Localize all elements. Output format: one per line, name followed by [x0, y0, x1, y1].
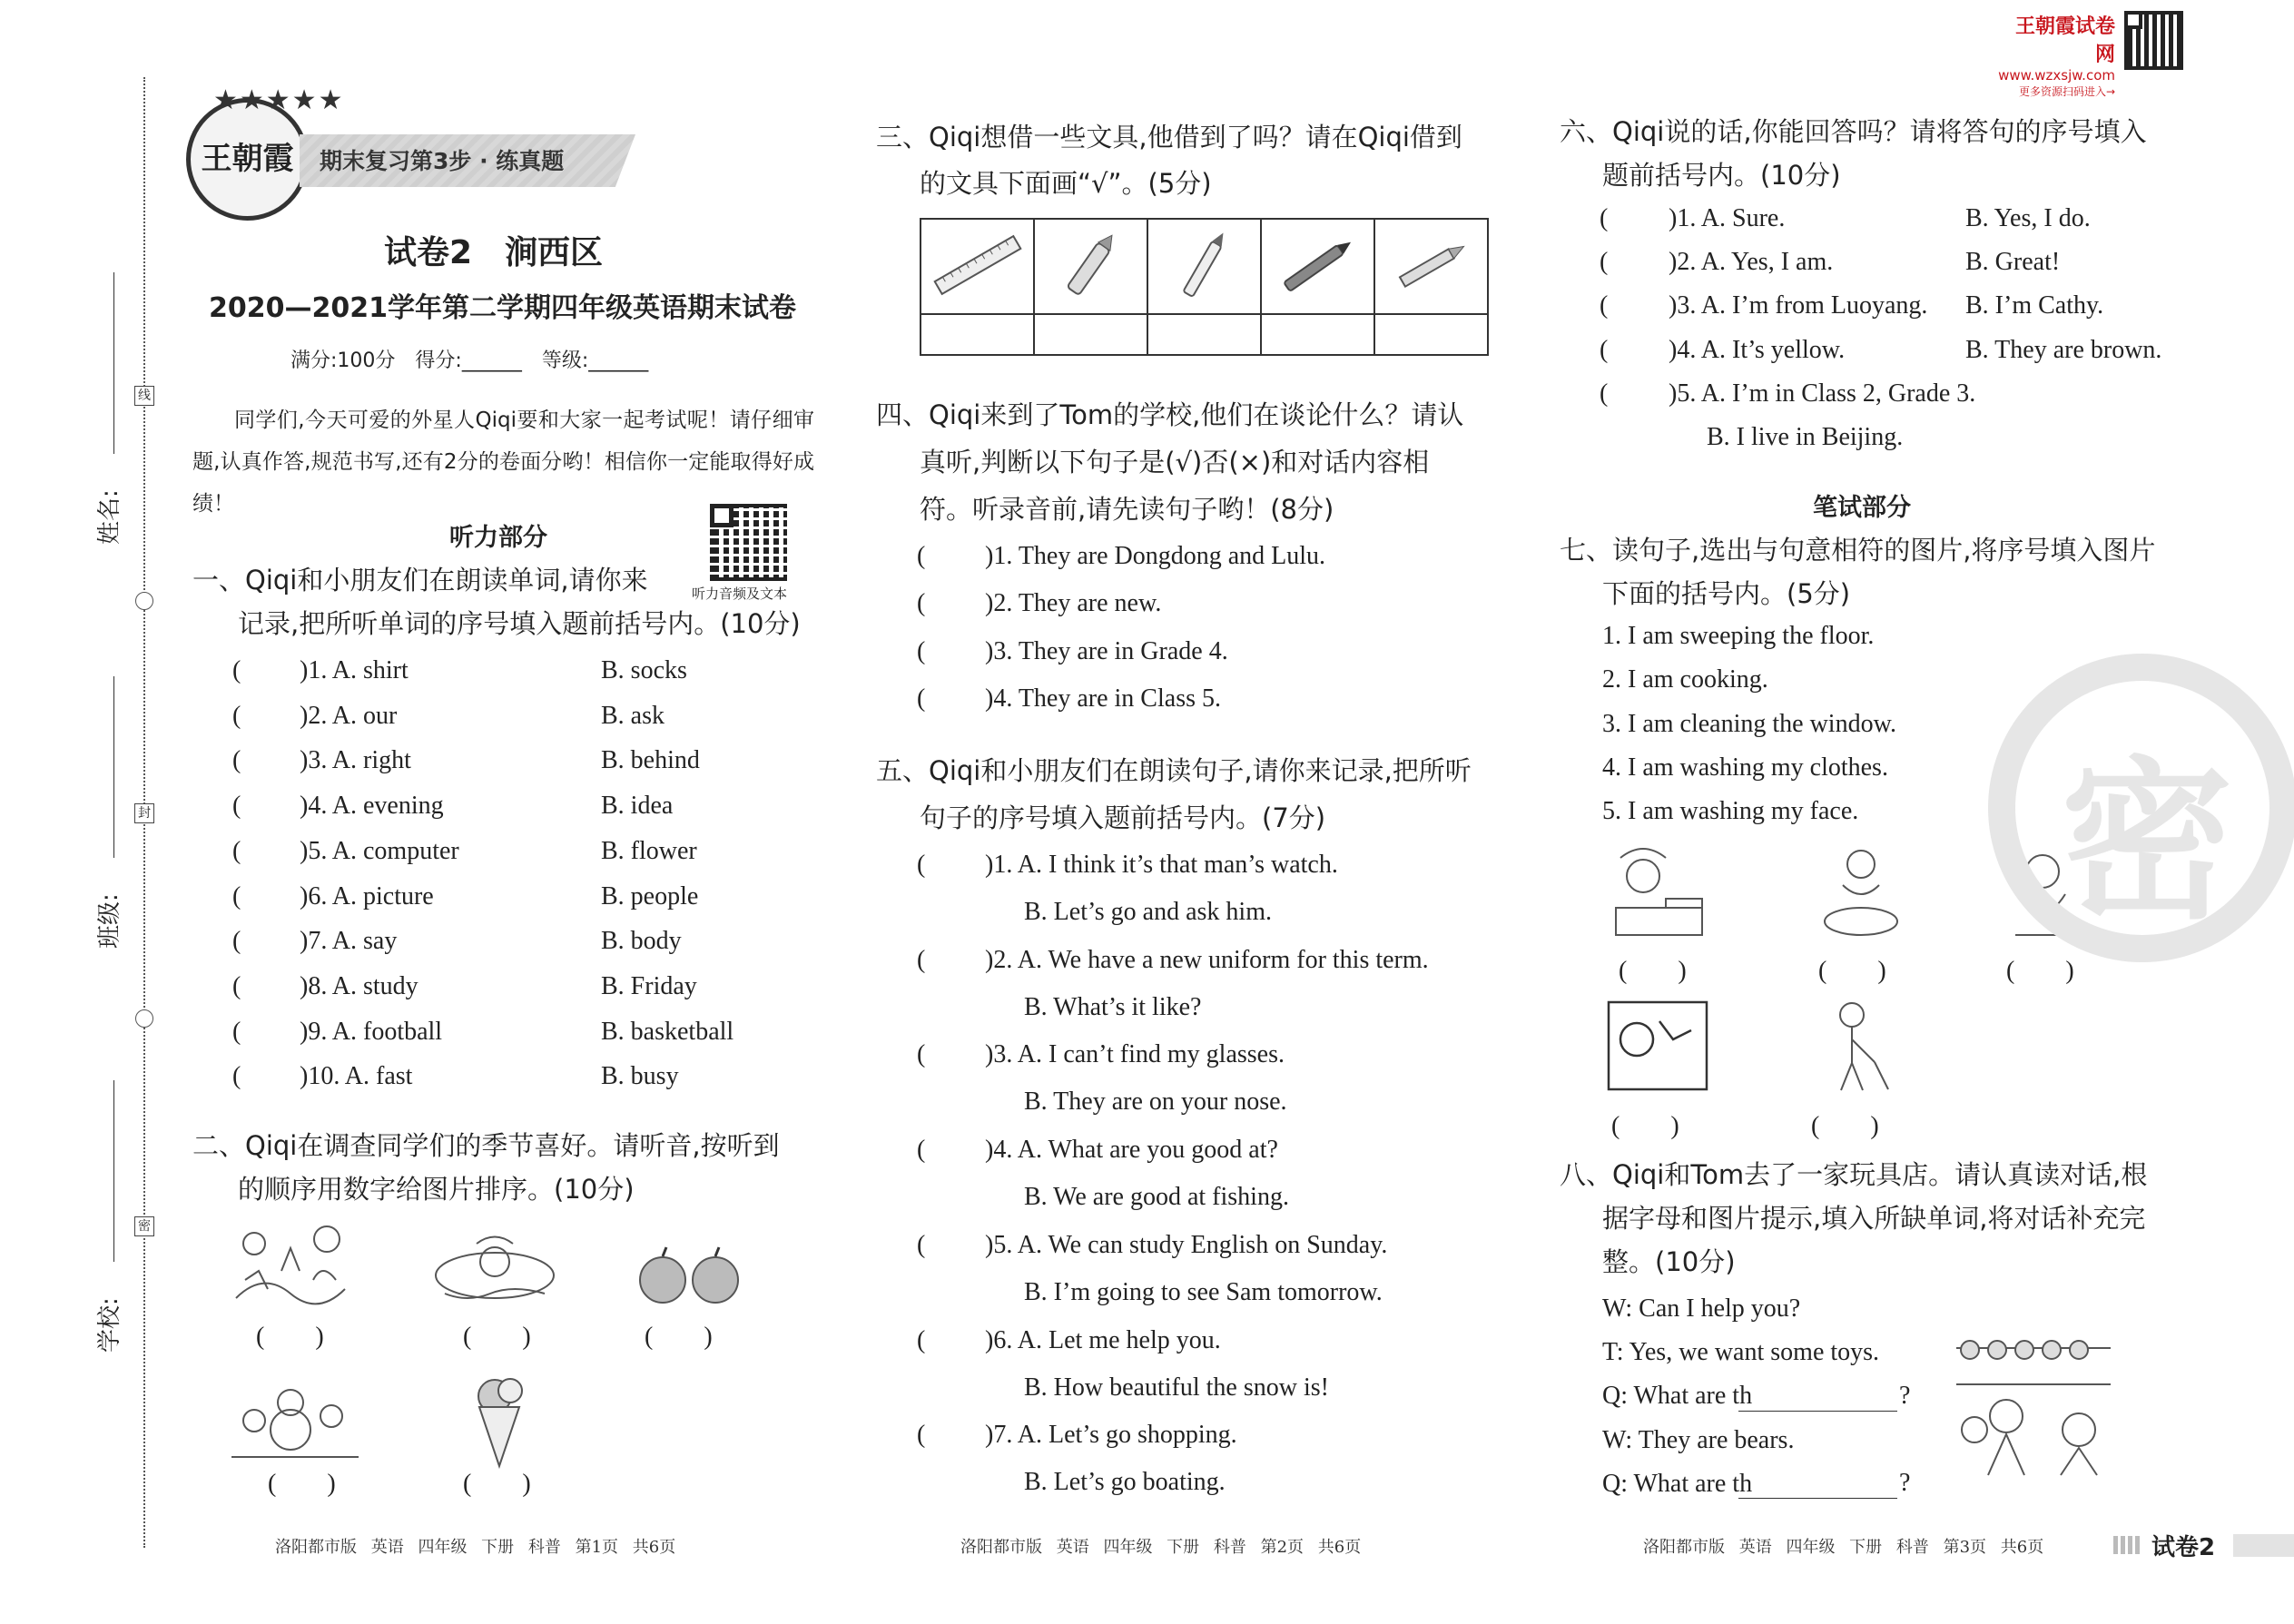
q4-answer-paren[interactable]: (	[917, 636, 926, 665]
q6-option-b: B. They are brown.	[1965, 335, 2162, 364]
q1-answer-paren[interactable]: (	[232, 701, 241, 730]
sweeping-picture	[1820, 999, 1897, 1098]
page-tag-dots	[2113, 1536, 2141, 1554]
school-line	[113, 1080, 114, 1262]
footer-page-2: 洛阳都市版 英语 四年级 下册 科普 第2页 共6页	[960, 1538, 1362, 1557]
brand-tip: 更多资源扫码进入→	[2018, 85, 2115, 98]
autumn-fruit-picture	[635, 1244, 744, 1307]
score-line: 满分:100分 得分:______ 等级:______	[290, 349, 649, 372]
q1-answer-paren[interactable]: (	[232, 1017, 241, 1046]
brand-logo-badge	[186, 84, 345, 221]
q1-option-a: )8. A. study	[300, 971, 418, 1000]
intro-text: 同学们,今天可爱的外星人Qiqi要和大家一起考试呢！请仔细审题,认真作答,规范书写,还有2分的卷面分哟！相信你一定能取得好成绩！	[192, 408, 814, 516]
q3-title: 三、Qiqi想借一些文具,他借到了吗？请在Qiqi借到	[876, 122, 1462, 153]
ballpen-picture	[1273, 229, 1364, 301]
q1-option-a: )7. A. say	[300, 927, 398, 956]
q4-title-2: 真听,判断以下句子是(√)否(×)和对话内容相	[920, 447, 1430, 477]
q4-statement: )4. They are in Class 5.	[985, 684, 1221, 713]
q7-sentence: 5. I am washing my face.	[1602, 797, 1859, 826]
q1-option-b: B. basketball	[601, 1017, 734, 1046]
q1-option-a: )1. A. shirt	[300, 656, 409, 684]
q4-answer-paren[interactable]: (	[917, 542, 926, 570]
winter-picture	[227, 1371, 363, 1462]
q5-title-2: 句子的序号填入题前括号内。(7分)	[920, 802, 1326, 833]
marker-cell	[1034, 219, 1147, 314]
q2-title: 二、Qiqi在调查同学们的季节喜好。请听音,按听到	[192, 1130, 780, 1161]
q5-title: 五、Qiqi和小朋友们在朗读句子,请你来记录,把所听	[876, 755, 1472, 786]
logo-text: 王朝霞	[201, 141, 294, 177]
paper-subtitle: 2020—2021学年第二学期四年级英语期末试卷	[209, 292, 796, 324]
q7-title-2: 下面的括号内。(5分)	[1602, 578, 1851, 609]
brand-name: 王朝霞试卷网	[2014, 15, 2115, 66]
q1-answer-paren[interactable]: (	[232, 881, 241, 910]
q5-answer-paren[interactable]: (	[917, 1040, 926, 1069]
q5-answer-paren[interactable]: (	[917, 851, 926, 879]
q1-option-a: )5. A. computer	[300, 836, 459, 865]
q6-answer-paren[interactable]: (	[1600, 204, 1609, 232]
q7-sentence: 1. I am sweeping the floor.	[1602, 622, 1875, 650]
q1-option-b: B. ask	[601, 701, 665, 730]
q6-title-2: 题前括号内。(10分)	[1602, 160, 1841, 191]
q7-blank-4[interactable]: ( )	[1611, 1112, 1679, 1140]
q5-option-a: )6. A. Let me help you.	[985, 1325, 1221, 1354]
q8-answer-line-1[interactable]	[1738, 1411, 1897, 1412]
q6-option-a: )1. A. Sure.	[1669, 204, 1786, 232]
q5-answer-paren[interactable]: (	[917, 1421, 926, 1450]
q1-option-b: B. Friday	[601, 971, 697, 1000]
stationery-table	[920, 218, 1489, 356]
q8-dialogue-line: W: They are bears.	[1602, 1425, 1795, 1454]
q6-title: 六、Qiqi说的话,你能回答吗？请将答句的序号填入	[1560, 116, 2147, 147]
q5-option-b: B. Let’s go boating.	[1024, 1468, 1226, 1497]
school-label: 学校:	[96, 1297, 123, 1353]
q4-statement: )2. They are new.	[985, 589, 1162, 618]
q6-answer-paren[interactable]: (	[1600, 335, 1609, 364]
q5-option-a: )1. A. I think it’s that man’s watch.	[985, 851, 1338, 879]
q6-answer-paren[interactable]: (	[1600, 248, 1609, 277]
seal-watermark-char: 密	[2061, 742, 2234, 942]
q7-blank-2[interactable]: ( )	[1818, 957, 1886, 985]
q1-title: 一、Qiqi和小朋友们在朗读单词,请你来	[192, 565, 648, 595]
q8-qmark-2: ?	[1899, 1469, 1911, 1497]
q5-answer-paren[interactable]: (	[917, 1230, 926, 1259]
q7-blank-1[interactable]: ( )	[1619, 957, 1687, 985]
washing-clothes-picture	[1820, 844, 1906, 940]
name-label: 姓名:	[96, 489, 123, 545]
q5-option-b: B. They are on your nose.	[1024, 1088, 1287, 1117]
q6-option-a: )3. A. I’m from Luoyang.	[1669, 291, 1928, 320]
q5-answer-paren[interactable]: (	[917, 1136, 926, 1165]
seal-box-2: 封	[134, 803, 154, 823]
pencil-picture	[1391, 233, 1472, 297]
q1-option-a: )4. A. evening	[300, 792, 444, 821]
q7-title: 七、读句子,选出与句意相符的图片,将序号填入图片	[1560, 535, 2156, 566]
brand-header	[1997, 11, 2115, 99]
q6-extra-option: B. I live in Beijing.	[1707, 423, 1904, 451]
crown-icon: ★★★★★	[213, 84, 345, 116]
q7-sentence: 2. I am cooking.	[1602, 665, 1768, 694]
q1-option-a: )6. A. picture	[300, 881, 434, 910]
q2-title-2: 的顺序用数字给图片排序。(10分)	[238, 1174, 635, 1205]
answer-cell-2[interactable]	[1034, 314, 1147, 355]
qr-corner	[710, 504, 733, 527]
q8-qmark-1: ?	[1899, 1382, 1911, 1410]
q5-option-b: B. We are good at fishing.	[1024, 1183, 1289, 1212]
cooking-picture	[1602, 844, 1716, 940]
qr-corner-2	[2124, 11, 2142, 29]
q1-option-b: B. socks	[601, 656, 687, 684]
q1-option-a: )2. A. our	[300, 701, 398, 730]
class-label: 班级:	[96, 893, 123, 949]
q8-dialogue-line: Q: What are th	[1602, 1382, 1753, 1411]
answer-cell-5[interactable]	[1374, 314, 1488, 355]
q8-dialogue-line: Q: What are th	[1602, 1469, 1753, 1498]
q5-option-a: )7. A. Let’s go shopping.	[985, 1421, 1237, 1450]
q5-option-a: )2. A. We have a new uniform for this term.	[985, 945, 1429, 974]
brand-url: www.wzxsjw.com	[1998, 67, 2115, 84]
q5-option-a: )4. A. What are you good at?	[985, 1136, 1278, 1165]
q6-option-b: B. Yes, I do.	[1965, 204, 2091, 232]
q1-option-b: B. busy	[601, 1062, 679, 1091]
q7-sentence: 4. I am washing my clothes.	[1602, 753, 1888, 782]
q1-answer-paren[interactable]: (	[232, 927, 241, 956]
q1-answer-paren[interactable]: (	[232, 746, 241, 775]
q4-title: 四、Qiqi来到了Tom的学校,他们在谈论什么？请认	[876, 399, 1464, 430]
footer-page-1: 洛阳都市版 英语 四年级 下册 科普 第1页 共6页	[275, 1538, 676, 1557]
answer-cell-4[interactable]	[1261, 314, 1374, 355]
q7-sentence: 3. I am cleaning the window.	[1602, 709, 1896, 738]
summer-picture	[427, 1230, 563, 1312]
toy-shop-picture	[1952, 1330, 2115, 1480]
q6-option-b: B. Great!	[1965, 248, 2061, 277]
q6-answer-paren[interactable]: (	[1600, 379, 1609, 408]
q2-blank-4[interactable]: ( )	[268, 1470, 336, 1498]
q8-title-2: 据字母和图片提示,填入所缺单词,将对话补充完	[1602, 1203, 2146, 1234]
q1-answer-paren[interactable]: (	[232, 1062, 241, 1091]
pen-cell	[1147, 219, 1261, 314]
class-line	[113, 676, 114, 858]
spring-picture	[227, 1216, 354, 1307]
name-line	[113, 272, 114, 454]
seal-box-3: 密	[134, 1216, 154, 1236]
q5-option-a: )5. A. We can study English on Sunday.	[985, 1230, 1388, 1259]
q2-blank-3[interactable]: ( )	[645, 1323, 713, 1351]
binding-hole-2	[135, 1009, 153, 1028]
q1-option-b: B. body	[601, 927, 682, 956]
section-listening: 听力部分	[449, 524, 547, 552]
q8-title: 八、Qiqi和Tom去了一家玩具店。请认真读对话,根	[1560, 1159, 2148, 1190]
ice-cream-picture	[463, 1371, 536, 1471]
q1-option-a: )9. A. football	[300, 1017, 443, 1046]
q5-option-b: B. What’s it like?	[1024, 992, 1202, 1021]
pen-picture	[1164, 229, 1245, 301]
binding-hole-1	[135, 592, 153, 610]
q2-blank-1[interactable]: ( )	[256, 1323, 324, 1351]
q1-option-b: B. idea	[601, 792, 674, 821]
q6-option-a: )5. A. I’m in Class 2, Grade 3.	[1669, 379, 1976, 408]
section-writing: 笔试部分	[1813, 494, 1911, 522]
q4-title-3: 符。听录音前,请先读句子哟！(8分)	[920, 494, 1334, 525]
q6-option-b: B. I’m Cathy.	[1965, 291, 2104, 320]
q6-option-a: )4. A. It’s yellow.	[1669, 335, 1846, 364]
ruler-cell	[921, 219, 1034, 314]
q7-blank-5[interactable]: ( )	[1811, 1112, 1879, 1140]
q5-option-a: )3. A. I can’t find my glasses.	[985, 1040, 1285, 1069]
q4-statement: )3. They are in Grade 4.	[985, 636, 1228, 665]
q3-title-2: 的文具下面画“√”。(5分)	[920, 168, 1212, 199]
q5-option-b: B. I’m going to see Sam tomorrow.	[1024, 1277, 1383, 1306]
q1-answer-paren[interactable]: (	[232, 792, 241, 821]
q1-answer-paren[interactable]: (	[232, 971, 241, 1000]
q1-answer-paren[interactable]: (	[232, 836, 241, 865]
q5-answer-paren[interactable]: (	[917, 1325, 926, 1354]
q1-option-a: )3. A. right	[300, 746, 411, 775]
page-tag: 试卷2	[2151, 1534, 2216, 1561]
page-tag-bar	[2233, 1534, 2294, 1557]
ruler-picture	[928, 233, 1028, 297]
q2-blank-2[interactable]: ( )	[463, 1323, 531, 1351]
q8-title-3: 整。(10分)	[1602, 1246, 1736, 1277]
q4-statement: )1. They are Dongdong and Lulu.	[985, 542, 1326, 570]
q1-option-b: B. behind	[601, 746, 700, 775]
cleaning-window-picture	[1605, 999, 1714, 1094]
q8-dialogue-line: W: Can I help you?	[1602, 1294, 1801, 1323]
paper-title: 试卷2 涧西区	[384, 234, 604, 271]
q8-answer-line-2[interactable]	[1738, 1498, 1897, 1499]
answer-cell-1[interactable]	[921, 314, 1034, 355]
q6-answer-paren[interactable]: (	[1600, 291, 1609, 320]
qr-caption: 听力音频及文本	[692, 586, 788, 602]
footer-page-3: 洛阳都市版 英语 四年级 下册 科普 第3页 共6页	[1643, 1538, 2044, 1557]
marker-picture	[1050, 229, 1132, 301]
q5-option-b: B. Let’s go and ask him.	[1024, 898, 1272, 926]
q5-option-b: B. How beautiful the snow is!	[1024, 1373, 1329, 1402]
q8-dialogue-line: T: Yes, we want some toys.	[1602, 1338, 1880, 1367]
q1-title-2: 记录,把所听单词的序号填入题前括号内。(10分)	[238, 608, 801, 639]
q2-blank-5[interactable]: ( )	[463, 1470, 531, 1498]
seal-box-1: 线	[134, 386, 154, 406]
q7-blank-3[interactable]: ( )	[2006, 957, 2074, 985]
ballpen-cell	[1261, 219, 1374, 314]
q6-option-a: )2. A. Yes, I am.	[1669, 248, 1834, 277]
answer-cell-3[interactable]	[1147, 314, 1261, 355]
q5-answer-paren[interactable]: (	[917, 945, 926, 974]
q1-option-b: B. flower	[601, 836, 697, 865]
q1-option-a: )10. A. fast	[300, 1062, 413, 1091]
q4-answer-paren[interactable]: (	[917, 589, 926, 618]
banner-text: 期末复习第3步 · 练真题	[320, 148, 565, 174]
q4-answer-paren[interactable]: (	[917, 684, 926, 713]
q1-option-b: B. people	[601, 881, 699, 910]
q1-answer-paren[interactable]: (	[232, 656, 241, 684]
pencil-cell	[1374, 219, 1488, 314]
